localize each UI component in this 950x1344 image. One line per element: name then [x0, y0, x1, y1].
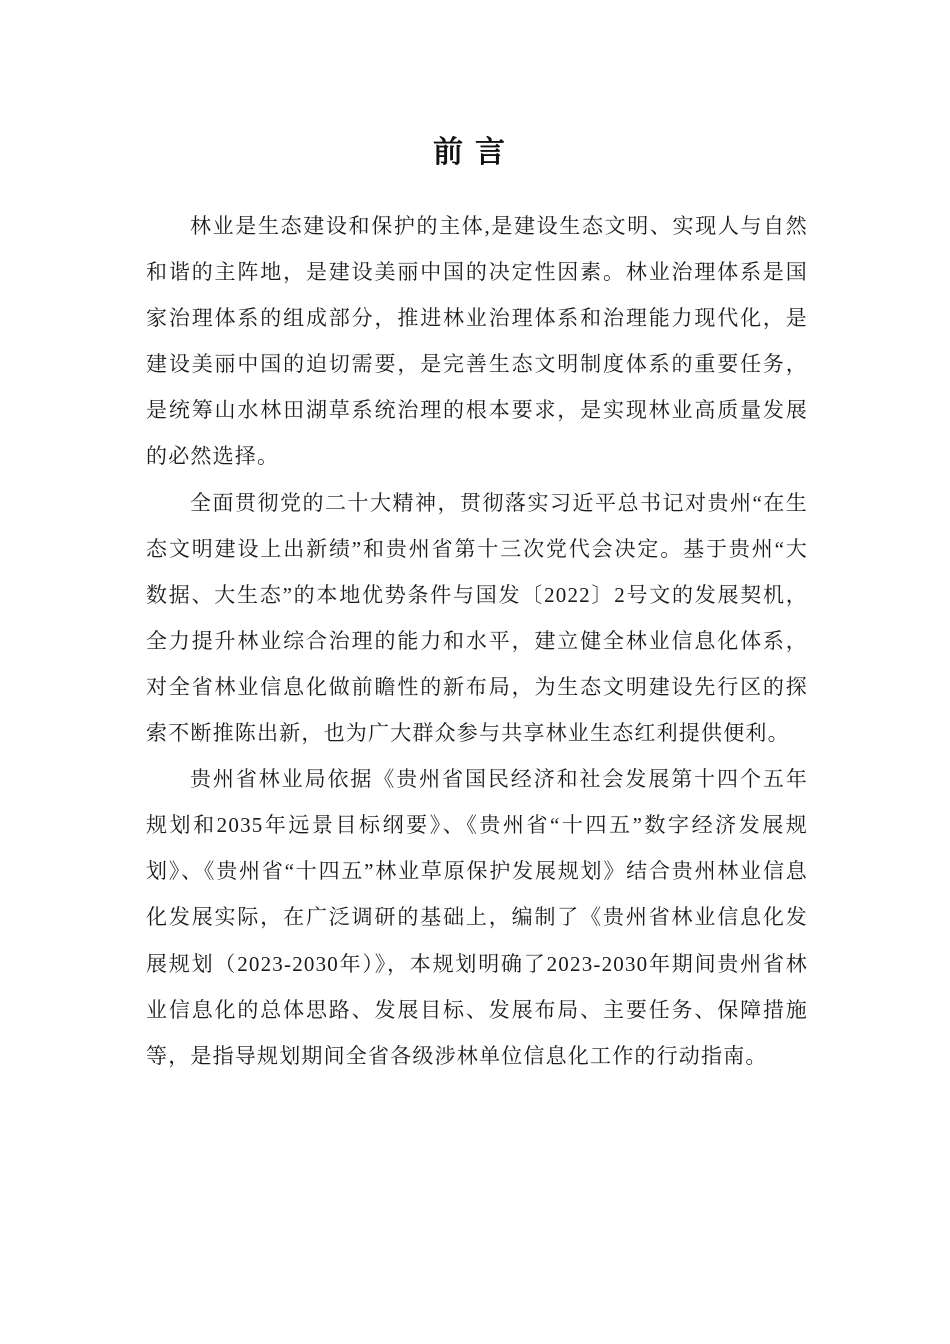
paragraph-1: 林业是生态建设和保护的主体,是建设生态文明、实现人与自然和谐的主阵地，是建设美丽中国的决定性因素。林业治理体系是国家治理体系的组成部分，推进林业治理体系和治理能力现代化，是建设美丽中国的迫切需要，是完善生态文明制度体系的重要任务，是统筹山水林田湖草系统治理的根本要求，是实现林业高质量发展的必然选择。 [146, 214, 808, 469]
document-body [146, 203, 808, 1079]
paragraph-2: 全面贯彻党的二十大精神，贯彻落实习近平总书记对贵州“在生态文明建设上出新绩”和贵州省第十三次党代会决定。基于贵州“大数据、大生态”的本地优势条件与国发〔2022〕2号文的发展契机，全力提升林业综合治理的能力和水平，建立健全林业信息化体系，对全省林业信息化做前瞻性的新布局，为生态文明建设先行区的探索不断推陈出新，也为广大群众参与共享林业生态红利提供便利。 [146, 490, 808, 746]
paragraph-3: 贵州省林业局依据《贵州省国民经济和社会发展第十四个五年规划和2035年远景目标纲要》、《贵州省“十四五”数字经济发展规划》、《贵州省“十四五”林业草原保护发展规划》结合贵州林业信息化发展实际，在广泛调研的基础上，编制了《贵州省林业信息化发展规划（2023-2030年）》，本规划明确了2023-2030年期间贵州省林业信息化的总体思路、发展目标、发展布局、主要任务、保障措施等，是指导规划期间全省各级涉林单位信息化工作的行动指南。 [146, 767, 808, 1068]
page-title: 前言 [433, 135, 517, 170]
